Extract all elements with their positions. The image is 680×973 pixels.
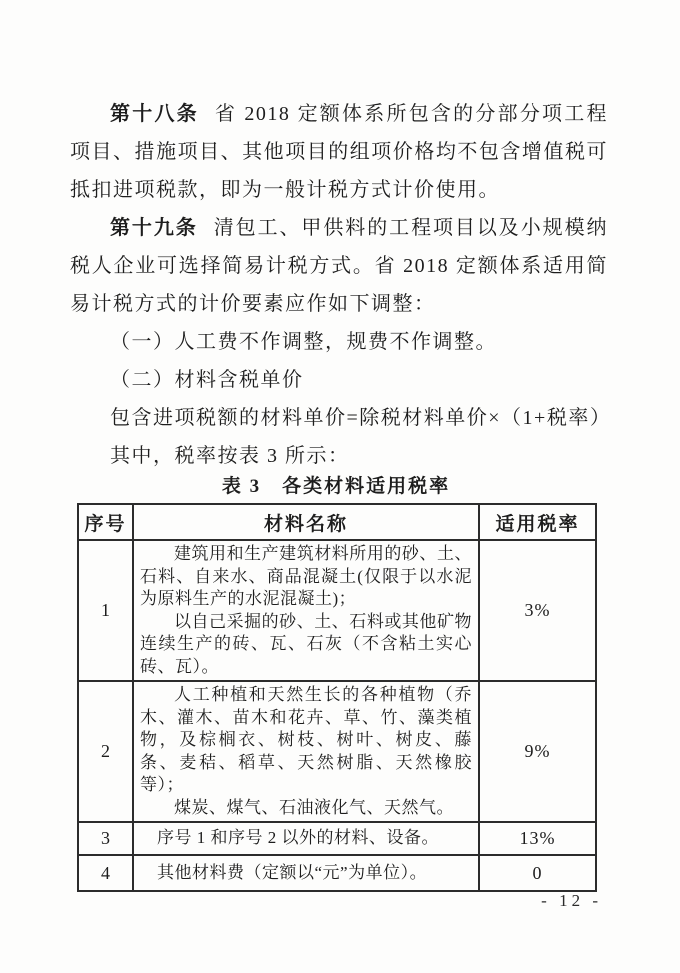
- table-row: [78, 681, 596, 822]
- article-19-text: 清包工、甲供料的工程项目以及小规模纳税人企业可选择简易计税方式。省 2018 定额体系适用简易计税方式的计价要素应作如下调整：: [70, 217, 609, 315]
- row-no: 3: [78, 822, 133, 855]
- row-no: 4: [78, 855, 133, 891]
- item-1-text: （一）人工费不作调整，规费不作调整。: [110, 331, 497, 353]
- row-rate: 3%: [479, 540, 596, 681]
- material-desc-paragraph: 以自己采掘的砂、土、石料或其他矿物连续生产的砖、瓦、石灰（不含粘土实心砖、瓦）。: [140, 611, 472, 676]
- tax-rate-table: [77, 503, 597, 892]
- table-row: [78, 822, 596, 855]
- material-desc-paragraph: 建筑用和生产建筑材料所用的砂、土、石料、自来水、商品混凝土(仅限于以水泥为原料生产的水泥混凝土)；: [140, 544, 472, 608]
- row-rate: 9%: [479, 681, 596, 822]
- document-body: [70, 95, 612, 475]
- paragraph-formula: [70, 399, 612, 437]
- row-rate: 13%: [479, 822, 596, 855]
- row-no: 2: [78, 681, 133, 822]
- article-19-heading: 第十九条: [110, 217, 198, 239]
- paragraph-table-intro: [70, 437, 608, 475]
- row-material-desc: [133, 855, 479, 891]
- material-desc-paragraph: 其他材料费（定额以“元”为单位）。: [157, 862, 428, 882]
- paragraph-article-18: [70, 95, 608, 209]
- column-header-material: 材料名称: [133, 504, 479, 540]
- paragraph-article-19: [70, 209, 608, 323]
- material-desc-paragraph: 人工种植和天然生长的各种植物（乔木、灌木、苗木和花卉、草、竹、藻类植物，及棕榈衣、树枝、树叶、树皮、藤条、麦秸、稻草、天然树脂、天然橡胶等）；: [140, 685, 472, 794]
- paragraph-item-2: [70, 361, 608, 399]
- page-number: - 12 -: [541, 891, 602, 910]
- column-header-rate: 适用税率: [479, 504, 596, 540]
- table-title: 表 3 各类材料适用税率: [221, 476, 451, 497]
- material-desc-paragraph: 煤炭、煤气、石油液化气、天然气。: [174, 797, 454, 817]
- table-row: [78, 855, 596, 891]
- row-material-desc: [133, 681, 479, 822]
- column-header-no: 序号: [78, 504, 133, 540]
- row-material-desc: [133, 540, 479, 681]
- article-18-heading: 第十八条: [110, 103, 199, 125]
- row-rate: 0: [479, 855, 596, 891]
- row-material-desc: [133, 822, 479, 855]
- item-2-text: （二）材料含税单价: [110, 369, 304, 391]
- paragraph-item-1: [70, 323, 608, 361]
- row-no: 1: [78, 540, 133, 681]
- table-intro-text: 其中，税率按表 3 所示：: [110, 445, 350, 467]
- article-18-text: 省 2018 定额体系所包含的分部分项工程项目、措施项目、其他项目的组项价格均不包含增值税可抵扣进项税款，即为一般计税方式计价使用。: [70, 103, 609, 201]
- formula-text: 包含进项税额的材料单价=除税材料单价×（1+税率）: [110, 407, 612, 429]
- table-header-row: [78, 504, 596, 540]
- table-row: [78, 540, 596, 681]
- material-desc-paragraph: 序号 1 和序号 2 以外的材料、设备。: [157, 828, 439, 848]
